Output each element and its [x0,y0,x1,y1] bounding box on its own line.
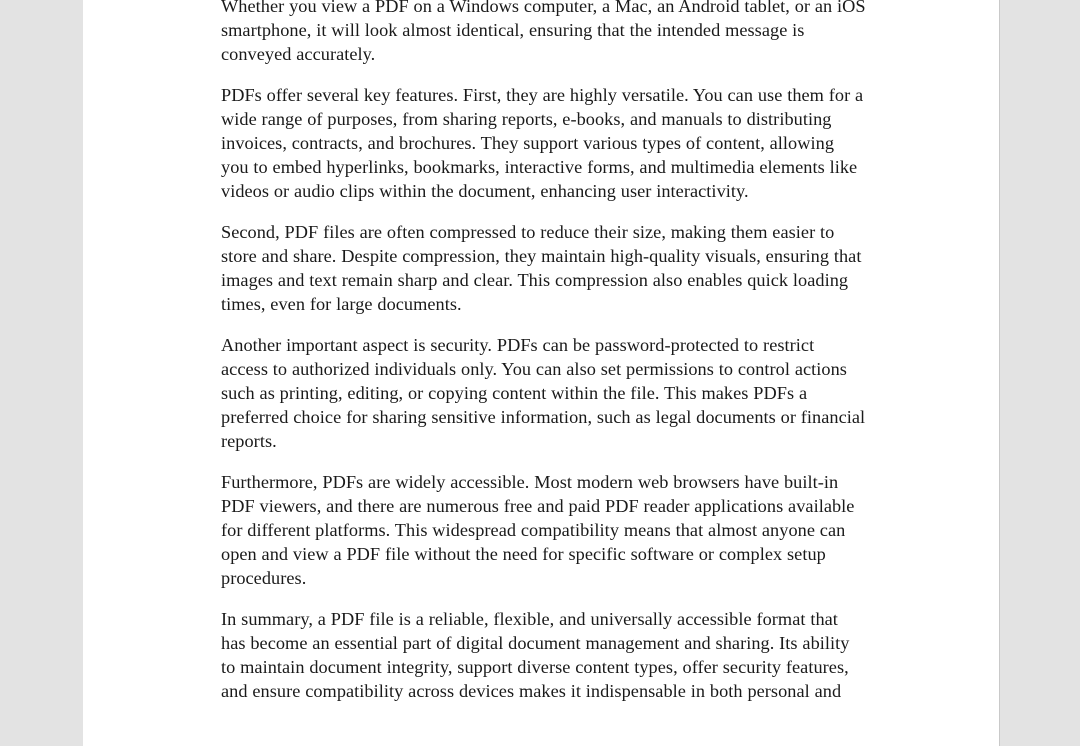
paragraph: Furthermore, PDFs are widely accessible. Most modern web browsers have built-in PDF viewers, and there are numerous free and paid PDF reader applications available for different platforms. This widespread compatibility means that almost anyone can open and view a PDF file without the need for specific software or complex setup procedures. [221,472,855,588]
document-page [83,0,999,746]
page-gutter-right [999,0,1080,746]
page-gutter-left [0,0,84,746]
paragraph: Another important aspect is security. PDFs can be password-protected to restrict access to authorized individuals only. You can also set permissions to control actions such as printing, editing, or copying content within the file. This makes PDFs a preferred choice for sharing sensitive information, such as legal documents or financial reports. [221,335,866,451]
paragraph: Whether you view a PDF on a Windows computer, a Mac, an Android tablet, or an iOS smartphone, it will look almost identical, ensuring that the intended message is conveyed accurately. [221,0,866,64]
document-text-column [221,0,866,703]
paragraph: In summary, a PDF file is a reliable, flexible, and universally accessible format that has become an essential part of digital document management and sharing. Its ability to maintain document integrity, support diverse content types, offer security features, and ensure compatibility across devices makes it indispensable in both personal and [221,609,850,701]
paragraph: PDFs offer several key features. First, they are highly versatile. You can use them for a wide range of purposes, from sharing reports, e-books, and manuals to distributing invoices, contracts, and brochures. They support various types of content, allowing you to embed hyperlinks, bookmarks, interactive forms, and multimedia elements like videos or audio clips within the document, enhancing user interactivity. [221,85,864,201]
paragraph: Second, PDF files are often compressed to reduce their size, making them easier to store and share. Despite compression, they maintain high-quality visuals, ensuring that images and text remain sharp and clear. This compression also enables quick loading times, even for large documents. [221,222,862,314]
